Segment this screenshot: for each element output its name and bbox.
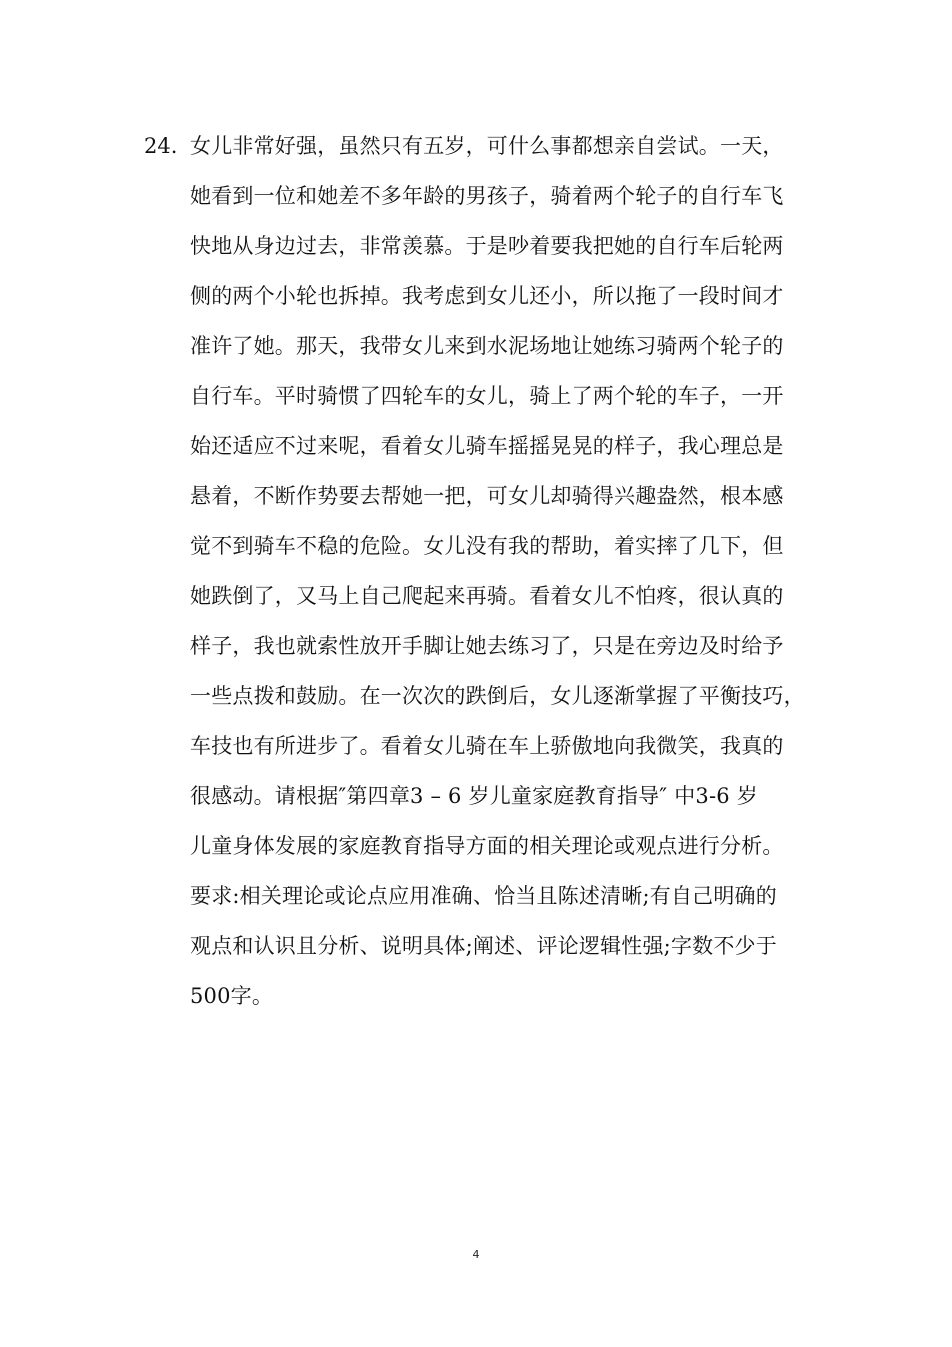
question-line: 快地从身边过去，非常羡慕。于是吵着要我把她的自行车后轮两 [190, 234, 784, 258]
question-text [190, 121, 850, 1021]
question-line: 悬着，不断作势要去帮她一把，可女儿却骑得兴趣盎然，根本感 [190, 484, 784, 508]
question-line: 自行车。平时骑惯了四轮车的女儿，骑上了两个轮的车子，一开 [190, 384, 784, 408]
question-line: 她跌倒了，又马上自己爬起来再骑。看着女儿不怕疼，很认真的 [190, 584, 784, 608]
page-number: 4 [472, 1248, 480, 1261]
question-line: 始还适应不过来呢，看着女儿骑车摇摇晃晃的样子，我心理总是 [190, 434, 784, 458]
question-line: 准许了她。那天，我带女儿来到水泥场地让她练习骑两个轮子的 [190, 334, 784, 358]
question-number: 24. [144, 134, 178, 158]
question-line: 样子，我也就索性放开手脚让她去练习了，只是在旁边及时给予 [190, 634, 784, 658]
question-line: 500字。 [190, 984, 274, 1008]
question-line: 女儿非常好强，虽然只有五岁，可什么事都想亲自尝试。一天， [190, 134, 784, 158]
question-line: 车技也有所进步了。看着女儿骑在车上骄傲地向我微笑，我真的 [190, 734, 784, 758]
question-line: 一些点拨和鼓励。在一次次的跌倒后，女儿逐渐掌握了平衡技巧， [190, 684, 805, 708]
question-line: 观点和认识且分析、说明具体;阐述、评论逻辑性强;字数不少于 [190, 934, 777, 958]
question-line: 觉不到骑车不稳的危险。女儿没有我的帮助，着实摔了几下，但 [190, 534, 784, 558]
question-line: 侧的两个小轮也拆掉。我考虑到女儿还小，所以拖了一段时间才 [190, 284, 784, 308]
question-line: 很感动。请根据″第四章3 – 6 岁儿童家庭教育指导″ 中3-6 岁 [190, 784, 758, 808]
question-line: 要求:相关理论或论点应用准确、恰当且陈述清晰;有自己明确的 [190, 884, 777, 908]
question-line: 她看到一位和她差不多年龄的男孩子，骑着两个轮子的自行车飞 [190, 184, 784, 208]
question-line: 儿童身体发展的家庭教育指导方面的相关理论或观点进行分析。 [190, 834, 784, 858]
